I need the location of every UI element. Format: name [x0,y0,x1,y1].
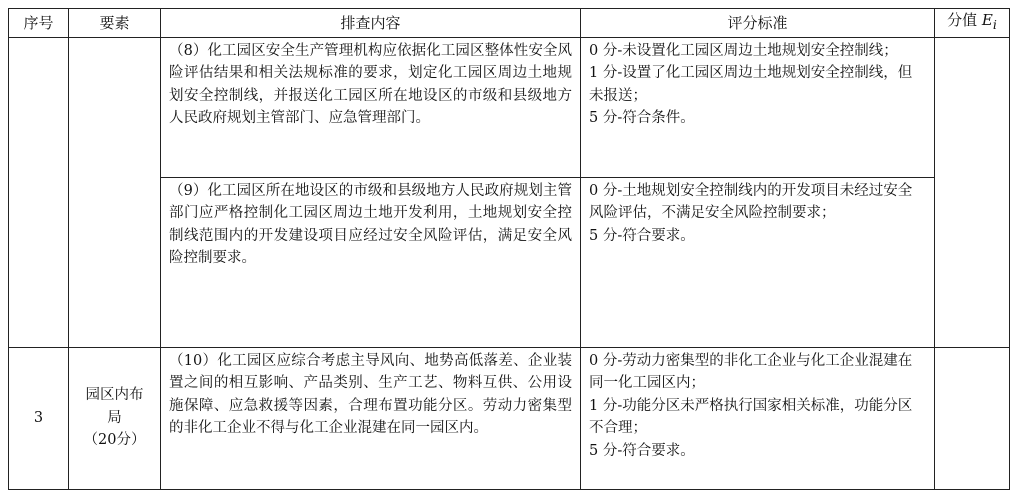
seq-cell [9,37,69,347]
element-cell [69,37,161,347]
standard-cell: 0 分-未设置化工园区周边土地规划安全控制线； 1 分-设置了化工园区周边土地规划安全控制线，但未报送； 5 分-符合条件。 [581,37,935,177]
header-score: 分值 $E_i$ [935,9,1010,38]
evaluation-table [8,8,1010,490]
header-element: 要素 [69,9,161,38]
standard-cell: 0 分-劳动力密集型的非化工企业与化工企业混建在同一化工园区内； 1 分-功能分区未严格执行国家相关标准，功能分区不合理； 5 分-符合要求。 [581,347,935,489]
table-row [9,37,1010,177]
header-seq: 序号 [9,9,69,38]
header-standard: 评分标准 [581,9,935,38]
header-content: 排查内容 [161,9,581,38]
score-cell [935,347,1010,489]
seq-cell: 3 [9,347,69,489]
score-cell [935,37,1010,347]
content-cell: （10）化工园区应综合考虑主导风向、地势高低落差、企业装置之间的相互影响、产品类别、生产工艺、物料互供、公用设施保障、应急救援等因素，合理布置功能分区。劳动力密集型的非化工企业不得与化工企业混建在同一园区内。 [161,347,581,489]
standard-cell: 0 分-土地规划安全控制线内的开发项目未经过安全风险评估，不满足安全风险控制要求； 5 分-符合要求。 [581,177,935,347]
element-cell: 园区内布局 （20分） [69,347,161,489]
table-row [9,347,1010,489]
content-cell: （8）化工园区安全生产管理机构应依据化工园区整体性安全风险评估结果和相关法规标准的要求，划定化工园区周边土地规划安全控制线，并报送化工园区所在地设区的市级和县级地方人民政府规划主管部门、应急管理部门。 [161,37,581,177]
table-header-row [9,9,1010,38]
content-cell: （9）化工园区所在地设区的市级和县级地方人民政府规划主管部门应严格控制化工园区周边土地开发利用，土地规划安全控制线范围内的开发建设项目应经过安全风险评估，满足安全风险控制要求。 [161,177,581,347]
